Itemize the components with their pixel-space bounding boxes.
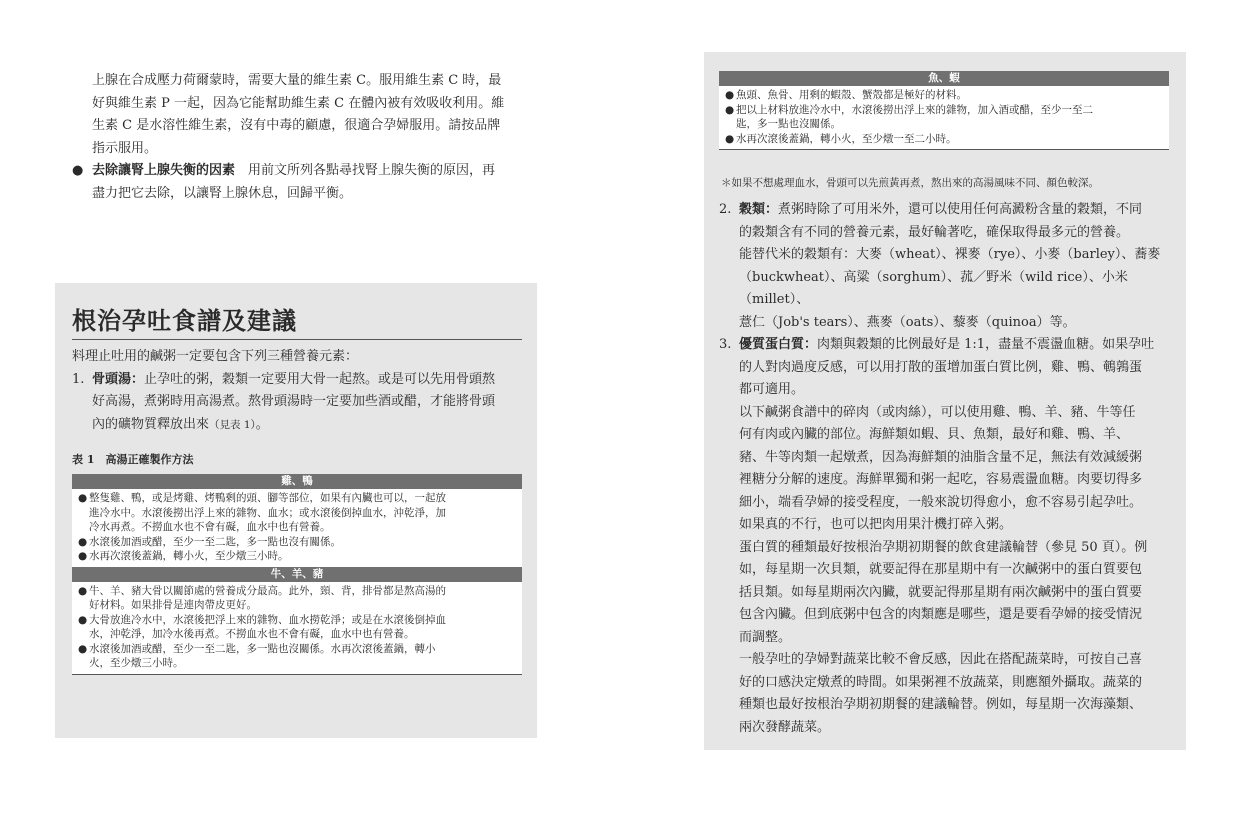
table-text: 魚頭、魚骨、用剩的蝦殼、蟹殼都是極好的材料。 <box>736 89 967 101</box>
vitamin-c-paragraph-line: 上腺在合成壓力荷爾蒙時，需要大量的維生素 C。服用維生素 C 時，最 <box>92 73 502 88</box>
table-text: 水再次滾後蓋鍋，轉小火，至少燉一至二小時。 <box>736 132 957 145</box>
item-text: 煮粥時除了可用米外，還可以使用任何高澱粉含量的穀類，不同 <box>778 202 1143 217</box>
table-bullet-item <box>78 491 518 535</box>
table-section-header: 魚、蝦 <box>719 71 1169 86</box>
bullet-dot: ● <box>78 535 88 548</box>
item-heading: 穀類： <box>739 202 779 217</box>
table-text: 匙，多一點也沒關係。 <box>736 118 841 130</box>
vitamin-c-paragraph-line: 好與維生素 P 一起，因為它能幫助維生素 C 在體內被有效吸收利用。維 <box>92 95 505 111</box>
table-bullet-item <box>725 88 1165 103</box>
item-text: 。 <box>255 416 269 432</box>
bullet-dot: ● <box>78 492 88 504</box>
item-text: 蛋白質的種類最好按根治孕期初期餐的飲食建議輪替（參見 50 頁）。例 <box>739 539 1148 555</box>
item-text: 包含內臟。但到底粥中包含的肉類應是哪些，還是要看孕婦的接受情況 <box>739 607 1143 622</box>
vitamin-c-paragraph-line: 指示服用。 <box>92 140 158 156</box>
list-item-grains <box>719 199 1171 334</box>
list-number: 2. <box>719 202 732 217</box>
item-text: 豬、牛等肉類一起燉煮，因為海鮮類的油脂含量不足，無法有效減緩粥 <box>739 449 1143 465</box>
item-text: 以下鹹粥食譜中的碎肉（或肉絲），可以使用雞、鴨、羊、豬、牛等任 <box>739 404 1136 420</box>
title-underline <box>72 339 522 340</box>
table-text: 水再次滾後蓋鍋，轉小火，至少燉三小時。 <box>89 550 289 562</box>
table-text: 水滾後加酒或醋，至少一至二匙，多一點也沒有關係。 <box>89 535 341 548</box>
item-text: 如，每星期一次貝類，就要記得在那星期中有一次鹹粥中的蛋白質要包 <box>739 562 1143 577</box>
table-bullet-item <box>78 535 518 550</box>
item-text: 都可適用。 <box>739 382 805 397</box>
adrenal-bullet-text: 用前文所列各點尋找腎上腺失衡的原因，再 <box>235 163 496 178</box>
table-text: 大骨放進冷水中，水滾後把浮上來的雜物、血水撈乾淨；或是在水滾後倒掉血 <box>89 613 446 626</box>
table-bullet-item <box>725 103 1165 132</box>
item-heading: 優質蛋白質： <box>739 337 818 352</box>
table-text: 水滾後加酒或醋，至少一至二匙，多一點也沒關係。水再次滾後蓋鍋，轉小 <box>89 642 436 655</box>
table-section-header: 牛、羊、豬 <box>72 567 522 582</box>
table-text: 火，至少燉三小時。 <box>89 657 184 669</box>
item-text: 如果真的不行，也可以把肉用果汁機打碎入粥。 <box>739 517 1013 532</box>
table-section-body <box>72 489 522 567</box>
table-text: 好材料。如果排骨是連肉帶皮更好。 <box>89 599 257 611</box>
adrenal-bullet-heading: 去除讓腎上腺失衡的因素 <box>92 163 236 178</box>
table-reference: （見表 1） <box>209 418 256 431</box>
item-text: 兩次發酵蔬菜。 <box>739 719 831 735</box>
table-footnote: ＊如果不想處理血水，骨頭可以先煎黃再煮，熬出來的高湯風味不同、顏色較深。 <box>721 177 1099 189</box>
table-text: 把以上材料放進冷水中，水滾後撈出浮上來的雜物，加入酒或醋，至少一至二 <box>736 103 1093 116</box>
table-text: 進冷水中。水滾後撈出浮上來的雜物、血水；或水滾後倒掉血水，沖乾淨，加 <box>89 506 446 519</box>
table-text: 水，沖乾淨，加冷水後再煮。不撈血水也不會有礙，血水中也有營養。 <box>89 628 415 640</box>
list-item-bone-broth <box>72 369 524 437</box>
table-bullet-item <box>78 642 518 671</box>
item-text: 而調整。 <box>739 629 792 645</box>
table-text: 整隻雞、鴨，或是烤雞、烤鴨剩的頭、腳等部位，如果有內臟也可以，一起放 <box>89 492 446 504</box>
table-text: 牛、羊、豬大骨以關節處的營養成分最高。此外，頸、背，排骨都是熬高湯的 <box>89 584 446 597</box>
list-number: 3. <box>719 337 732 352</box>
item-text: 內的礦物質釋放出來 <box>92 416 210 432</box>
item-text: 的人對肉過度反感，可以用打散的蛋增加蛋白質比例，雞、鴨、鵪鶉蛋 <box>739 359 1143 375</box>
table-caption: 表 1 高湯正確製作方法 <box>72 453 194 466</box>
bullet-dot: ● <box>725 132 735 145</box>
bullet-dot: ● <box>725 103 735 116</box>
item-heading: 骨頭湯： <box>92 371 145 387</box>
left-box-content <box>72 346 524 436</box>
item-text: 一般孕吐的孕婦對蔬菜比較不會反感，因此在搭配蔬菜時，可按自己喜 <box>739 652 1143 667</box>
list-item-protein <box>719 334 1171 739</box>
right-box-content <box>719 199 1171 739</box>
bullet-dot: ● <box>78 613 88 626</box>
item-text: 括貝類。如每星期兩次內臟，就要記得那星期有兩次鹹粥中的蛋白質要 <box>739 584 1143 600</box>
item-text: 能替代米的穀類有：大麥（wheat）、裸麥（rye）、小麥（barley）、蕎麥 <box>739 247 1161 262</box>
table-bullet-item <box>78 584 518 613</box>
table-bullet-item <box>78 613 518 642</box>
item-text: 種類也最好按根治孕期初期餐的建議輪替。例如，每星期一次海藻類、 <box>739 697 1143 712</box>
adrenal-bullet <box>72 160 524 205</box>
item-text: 薏仁（Job's tears）、燕麥（oats）、藜麥（quinoa）等。 <box>739 314 1076 330</box>
bullet-dot: ● <box>78 642 88 655</box>
table-text: 冷水再煮。不撈血水也不會有礙，血水中也有營養。 <box>89 521 331 533</box>
item-text: 肉類與穀類的比例最好是 1:1，盡量不震盪血糖。如果孕吐 <box>817 337 1155 352</box>
item-text: 好的口感決定燉煮的時間。如果粥裡不放蔬菜，則應額外攝取。蔬菜的 <box>739 674 1143 690</box>
intro-text: 料理止吐用的鹹粥一定要包含下列三種營養元素： <box>72 349 359 364</box>
vitamin-c-paragraph-line: 生素 C 是水溶性維生素，沒有中毒的顧慮，很適合孕婦服用。請按品牌 <box>92 118 501 133</box>
item-text: 止孕吐的粥，穀類一定要用大骨一起熬。或是可以先用骨頭熬 <box>144 371 496 387</box>
list-number: 1. <box>72 371 85 387</box>
table-section-body <box>72 582 522 674</box>
table-bullet-item <box>78 549 518 564</box>
table-section-header: 雞、鴨 <box>72 474 522 489</box>
table-bullet-item <box>725 132 1165 147</box>
bullet-dot: ● <box>72 163 84 178</box>
section-title: 根治孕吐食譜及建議 <box>72 306 297 335</box>
item-text: 好高湯，煮粥時用高湯煮。熬骨頭湯時一定要加些酒或醋，才能將骨頭 <box>92 394 496 409</box>
left-top-text <box>72 70 524 205</box>
adrenal-bullet-text: 盡力把它去除，以讓腎上腺休息，回歸平衡。 <box>92 185 353 201</box>
item-text: 細小，端看孕婦的接受程度，一般來說切得愈小，愈不容易引起孕吐。 <box>739 494 1143 510</box>
broth-table-continued <box>719 71 1169 150</box>
bullet-dot: ● <box>78 584 88 597</box>
item-text: 何有肉或內臟的部位。海鮮類如蝦、貝、魚類，最好和雞、鴨、羊、 <box>739 427 1130 442</box>
item-text: 的穀類含有不同的營養元素，最好輪著吃，確保取得最多元的營養。 <box>739 224 1130 240</box>
bullet-dot: ● <box>725 89 735 101</box>
bullet-dot: ● <box>78 550 88 562</box>
item-text: （buckwheat）、高粱（sorghum）、菰／野米（wild rice）、小米（millet）、 <box>739 269 1128 307</box>
broth-table <box>72 474 522 675</box>
item-text: 裡糖分分解的速度。海鮮單獨和粥一起吃，容易震盪血糖。肉要切得多 <box>739 472 1143 487</box>
table-section-body <box>719 86 1169 149</box>
